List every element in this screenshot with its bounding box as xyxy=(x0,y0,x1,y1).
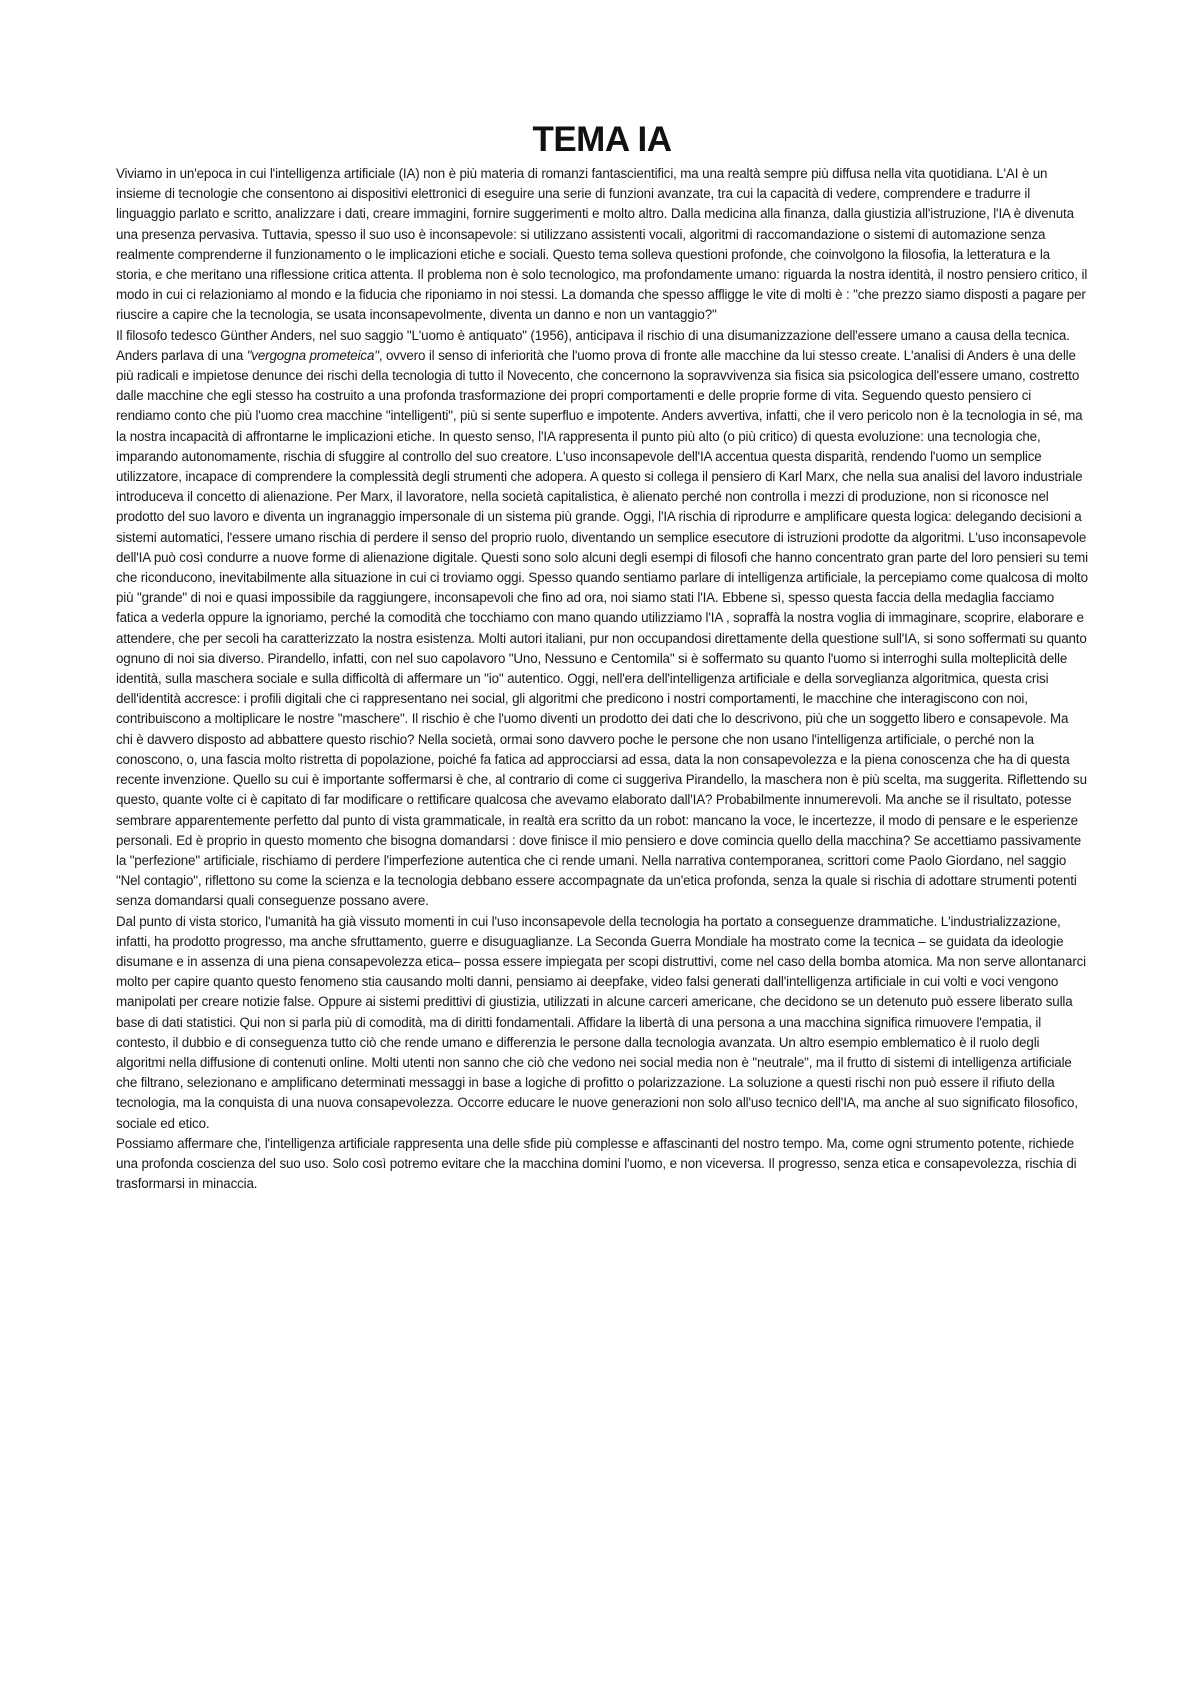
paragraph-text: Viviamo in un'epoca in cui l'intelligenza artificiale (IA) non è più materia di romanzi fantascientifici, ma una realtà sempre più diffusa nella vita quotidiana. L'AI è un insieme di tecnologie che consentono ai dispositivi elettronici di eseguire una serie di funzioni avanzate, tra cui la capacità di vedere, comprendere e tradurre il linguaggio parlato e scritto, analizzare i dati, creare immagini, fornire suggerimenti e molto altro. Dalla medicina alla finanza, dalla giustizia all'istruzione, l'IA è divenuta una presenza pervasiva. Tuttavia, spesso il suo uso è inconsapevole: si utilizzano assistenti vocali, algoritmi di raccomandazione o sistemi di automazione senza realmente comprenderne il funzionamento o le implicazioni etiche e sociali. Questo tema solleva questioni profonde, che coinvolgono la filosofia, la letteratura e la storia, e che meritano una riflessione critica attenta. Il problema non è solo tecnologico, ma profondamente umano: riguarda la nostra identità, il nostro pensiero critico, il modo in cui ci relazioniamo al mondo e la fiducia che riponiamo in noi stessi. La domanda che spesso affligge le vite di molti è : "che prezzo siamo disposti a pagare per riuscire a capire che la tecnologia, se usata inconsapevolmente, diventa un danno e non un vantaggio?" xyxy=(116,166,1088,323)
paragraph-conclusion xyxy=(116,1134,1088,1195)
paragraph-text: Dal punto di vista storico, l'umanità ha già vissuto momenti in cui l'uso inconsapevole della tecnologia ha portato a conseguenze drammatiche. L'industrializzazione, infatti, ha prodotto progresso, ma anche sfruttamento, guerre e disuguaglianze. La Seconda Guerra Mondiale ha mostrato come la tecnica – se guidata da ideologie disumane e in assenza di una piena consapevolezza etica– possa essere impiegata per scopi distruttivi, come nel caso della bomba atomica. Ma non serve allontanarci molto per capire quanto questo fenomeno stia causando molti danni, pensiamo ai deepfake, video falsi generati dall'intelligenza artificiale in cui volti e voci vengono manipolati per creare notizie false. Oppure ai sistemi predittivi di giustizia, utilizzati in alcune carceri americane, che decidono se un detenuto può essere liberato sulla base di dati statistici. Qui non si parla più di comodità, ma di diritti fondamentali. Affidare la libertà di una persona a una macchina significa rimuovere l'empatia, il contesto, il dubbio e di conseguenza tutto ciò che rende umano e differenzia le persone dalla tecnologia avanzata. Un altro esempio emblematico è il ruolo degli algoritmi nella diffusione di contenuti online. Molti utenti non sanno che ciò che vedono nei social media non è "neutrale", ma il frutto di sistemi di intelligenza artificiale che filtrano, selezionano e amplificano determinati messaggi in base a logiche di profitto o polarizzazione. La soluzione a questi rischi non può essere il rifiuto della tecnologia, ma la conquista di una nuova consapevolezza. Occorre educare le nuove generazioni non solo all'uso tecnico dell'IA, ma anche al suo significato filosofico, sociale ed etico. xyxy=(116,913,1086,1131)
paragraph-philosophy xyxy=(116,326,1088,912)
paragraph-text: Il filosofo tedesco Günther Anders, nel suo saggio "L'uomo è antiquato" (1956), anticipava il rischio di una disumanizzazione dell'essere umano a causa della tecnica. Anders parlava di una xyxy=(116,327,1070,363)
paragraph-intro xyxy=(116,164,1088,326)
paragraph-history xyxy=(116,912,1088,1134)
document-body xyxy=(116,118,1088,1194)
italic-quote: "vergogna prometeica" xyxy=(246,347,379,363)
paragraph-text: Possiamo affermare che, l'intelligenza artificiale rappresenta una delle sfide più complesse e affascinanti del nostro tempo. Ma, come ogni strumento potente, richiede una profonda coscienza del suo uso. Solo così potremo evitare che la macchina domini l'uomo, e non viceversa. Il progresso, senza etica e consapevolezza, rischia di trasformarsi in minaccia. xyxy=(116,1135,1077,1192)
document-title: TEMA IA xyxy=(532,120,672,159)
paragraph-text: , ovvero il senso di inferiorità che l'uomo prova di fronte alle macchine da lui stesso create. L'analisi di Anders è una delle più radicali e impietose denunce dei rischi della tecnologia di tutto il Novecento, che concernono la sopravvivenza sia fisica sia psicologica dell'essere umano, costretto dalle macchine che egli stesso ha costruito a una profonda trasformazione dei propri comportamenti e delle proprie forme di vita. Seguendo questo pensiero ci rendiamo conto che più l'uomo crea macchine "intelligenti", più si sente superfluo e impotente. Anders avvertiva, infatti, che il vero pericolo non è la tecnologia in sé, ma la nostra incapacità di affrontarne le implicazioni etiche. In questo senso, l'IA rappresenta il punto più alto (o più critico) di questa evoluzione: una tecnologia che, imparando autonomamente, rischia di sfuggire al controllo del suo creatore. L'uso inconsapevole dell'IA accentua questa disparità, rendendo l'uomo un semplice utilizzatore, incapace di comprendere la complessità degli strumenti che adopera. A questo si collega il pensiero di Karl Marx, che nella sua analisi del lavoro industriale introduceva il concetto di alienazione. Per Marx, il lavoratore, nella società capitalistica, è alienato perché non controlla i mezzi di produzione, non si riconosce nel prodotto del suo lavoro e diventa un ingranaggio impersonale di un sistema più grande. Oggi, l'IA rischia di riprodurre e amplificare questa logica: delegando decisioni a sistemi automatici, l'essere umano rischia di perdere il senso del proprio ruolo, diventando un semplice esecutore di istruzioni prodotte da algoritmi. L'uso inconsapevole dell'IA può così condurre a nuove forme di alienazione digitale. Questi sono solo alcuni degli esempi di filosofi che hanno concentrato gran parte del loro pensieri su temi che riconducono, inevitabilmente alla situazione in cui ci troviamo oggi. Spesso quando sentiamo parlare di intelligenza artificiale, la percepiamo come qualcosa di molto più "grande" di noi e quasi impossibile da raggiungere, inconsapevoli che fino ad ora, noi siamo stati l'IA. Ebbene sì, spesso questa faccia della medaglia facciamo fatica a vederla oppure la ignoriamo, perché la comodità che tocchiamo con mano quando utilizziamo l'IA , sopraffà la nostra voglia di immaginare, scoprire, elaborare e attendere, che per secoli ha caratterizzato la nostra esistenza. Molti autori italiani, pur non occupandosi direttamente della questione sull'IA, si sono soffermati su quanto ognuno di noi sia diverso. Pirandello, infatti, con nel suo capolavoro "Uno, Nessuno e Centomila" si è soffermato su quanto l'uomo si interroghi sulla molteplicità delle identità, sulla maschera sociale e sulla difficoltà di affermare un "io" autentico. Oggi, nell'era dell'intelligenza artificiale e della sorveglianza algoritmica, questa crisi dell'identità accresce: i profili digitali che ci rappresentano nei social, gli algoritmi che predicono i nostri comportamenti, le macchine che interagiscono con noi, contribuiscono a moltiplicare le nostre "maschere". Il rischio è che l'uomo diventi un prodotto dei dati che lo descrivono, più che un soggetto libero e consapevole. Ma chi è davvero disposto ad abbattere questo rischio? Nella società, ormai sono davvero poche le persone che non usano l'intelligenza artificiale, o perché non la conoscono, o, una fascia molto ristretta di popolazione, poiché fa fatica ad approcciarsi ad essa, data la non consapevolezza e la piena conoscenza che ha di questa recente invenzione. Quello su cui è importante soffermarsi è che, al contrario di come ci suggeriva Pirandello, la maschera non è più scelta, ma suggerita. Riflettendo su questo, quante volte ci è capitato di far modificare o rettificare qualcosa che avevamo elaborato dall'IA? Probabilmente innumerevoli. Ma anche se il risultato, potesse sembrare apparentemente perfetto dal punto di vista grammaticale, in realtà era scritto da un robot: mancano la voce, le incertezze, il modo di pensare e le esperienze personali. Ed è proprio in questo momento che bisogna domandarsi : dove finisce il mio pensiero e dove comincia quello della macchina? Se accettiamo passivamente la "perfezione" artificiale, rischiamo di perdere l'imperfezione autentica che ci rende umani. Nella narrativa contemporanea, scrittori come Paolo Giordano, nel saggio "Nel contagio", riflettono su come la scienza e la tecnologia debbano essere accompagnate da un'etica profonda, senza la quale si rischia di adottare strumenti potenti senza domandarsi quali conseguenze possano avere. xyxy=(116,347,1088,909)
